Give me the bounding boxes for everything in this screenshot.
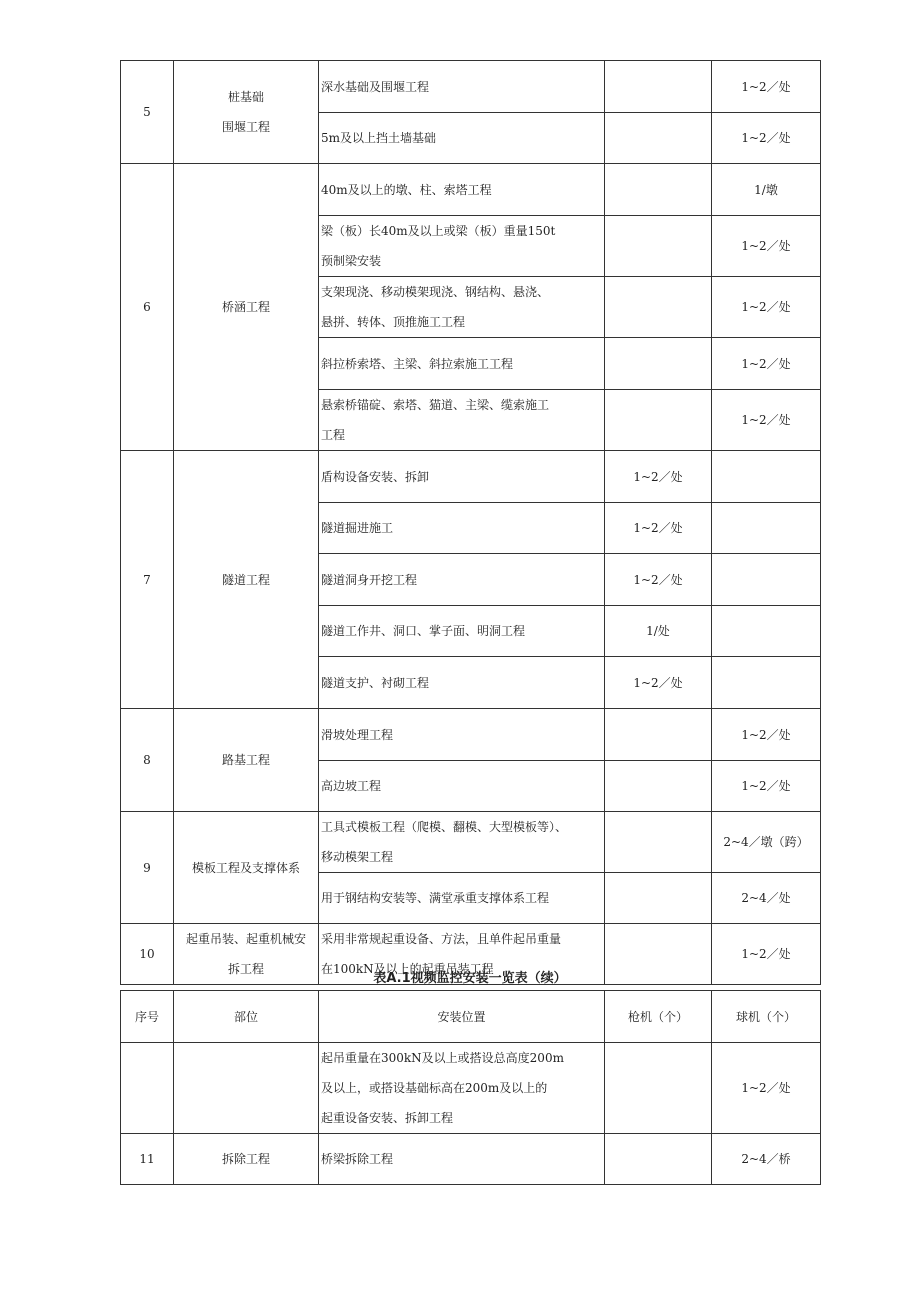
table-header-row xyxy=(121,991,821,1043)
row-part: 拆除工程 xyxy=(174,1134,319,1185)
row-location: 采用非常规起重设备、方法，且单件起吊重量 在100kN及以上的起重吊装工程 xyxy=(319,924,605,985)
header-location: 安装位置 xyxy=(319,991,605,1043)
table-row xyxy=(121,1134,821,1185)
row-ball-count: 1~2／处 xyxy=(712,709,821,761)
row-part: 模板工程及支撑体系 xyxy=(174,812,319,924)
table-caption: 表A.1视频监控安装一览表（续） xyxy=(373,971,567,986)
row-ball-count: 1~2／处 xyxy=(712,924,821,985)
row-gun-count xyxy=(605,1043,712,1134)
row-number xyxy=(121,1043,174,1134)
row-number: 7 xyxy=(121,451,174,709)
row-part: 隧道工程 xyxy=(174,451,319,709)
row-location: 悬索桥锚碇、索塔、猫道、主梁、缆索施工 工程 xyxy=(319,390,605,451)
header-gun-camera: 枪机（个） xyxy=(605,991,712,1043)
row-gun-count xyxy=(605,873,712,924)
row-gun-count xyxy=(605,761,712,812)
row-number: 5 xyxy=(121,61,174,164)
row-number: 10 xyxy=(121,924,174,985)
row-gun-count xyxy=(605,390,712,451)
row-location: 高边坡工程 xyxy=(319,761,605,812)
row-location: 隧道洞身开挖工程 xyxy=(319,554,605,606)
monitoring-table-part2 xyxy=(120,990,821,1185)
row-number: 8 xyxy=(121,709,174,812)
row-number: 6 xyxy=(121,164,174,451)
row-gun-count xyxy=(605,812,712,873)
table-row xyxy=(121,164,821,216)
row-gun-count xyxy=(605,113,712,164)
row-location: 斜拉桥索塔、主梁、斜拉索施工工程 xyxy=(319,338,605,390)
row-gun-count xyxy=(605,277,712,338)
row-location: 用于钢结构安装等、满堂承重支撑体系工程 xyxy=(319,873,605,924)
row-part xyxy=(174,1043,319,1134)
row-location: 梁（板）长40m及以上或梁（板）重量150t 预制梁安装 xyxy=(319,216,605,277)
header-ball-camera: 球机（个） xyxy=(712,991,821,1043)
row-ball-count: 1~2／处 xyxy=(712,338,821,390)
row-location: 隧道支护、衬砌工程 xyxy=(319,657,605,709)
row-location: 支架现浇、移动模架现浇、钢结构、悬浇、 悬拼、转体、顶推施工工程 xyxy=(319,277,605,338)
row-ball-count: 1~2／处 xyxy=(712,390,821,451)
row-location: 隧道掘进施工 xyxy=(319,503,605,554)
header-part: 部位 xyxy=(174,991,319,1043)
row-part: 路基工程 xyxy=(174,709,319,812)
row-part: 起重吊装、起重机械安 拆工程 xyxy=(174,924,319,985)
row-ball-count: 1~2／处 xyxy=(712,61,821,113)
header-number: 序号 xyxy=(121,991,174,1043)
row-number: 11 xyxy=(121,1134,174,1185)
row-gun-count: 1~2／处 xyxy=(605,451,712,503)
row-ball-count: 2~4／墩（跨） xyxy=(712,812,821,873)
row-ball-count xyxy=(712,554,821,606)
row-ball-count: 2~4／桥 xyxy=(712,1134,821,1185)
row-number: 9 xyxy=(121,812,174,924)
row-part: 桥涵工程 xyxy=(174,164,319,451)
row-location: 滑坡处理工程 xyxy=(319,709,605,761)
row-gun-count xyxy=(605,61,712,113)
row-location: 工具式模板工程（爬模、翻模、大型模板等）、 移动模架工程 xyxy=(319,812,605,873)
row-gun-count xyxy=(605,1134,712,1185)
row-ball-count xyxy=(712,451,821,503)
row-ball-count xyxy=(712,657,821,709)
row-location: 5m及以上挡土墙基础 xyxy=(319,113,605,164)
table-row xyxy=(121,451,821,503)
table-row xyxy=(121,812,821,873)
table-row xyxy=(121,709,821,761)
monitoring-table-part1 xyxy=(120,60,821,985)
row-ball-count: 1~2／处 xyxy=(712,277,821,338)
row-gun-count xyxy=(605,709,712,761)
row-ball-count: 1~2／处 xyxy=(712,761,821,812)
row-gun-count: 1/处 xyxy=(605,606,712,657)
row-ball-count: 1~2／处 xyxy=(712,1043,821,1134)
row-ball-count: 1~2／处 xyxy=(712,113,821,164)
table-row xyxy=(121,61,821,113)
row-ball-count xyxy=(712,503,821,554)
row-ball-count xyxy=(712,606,821,657)
row-gun-count: 1~2／处 xyxy=(605,503,712,554)
row-location: 深水基础及围堰工程 xyxy=(319,61,605,113)
row-location: 起吊重量在300kN及以上或搭设总高度200m 及以上，或搭设基础标高在200m及以上的 起重设备安装、拆卸工程 xyxy=(319,1043,605,1134)
row-part: 桩基础 围堰工程 xyxy=(174,61,319,164)
row-gun-count xyxy=(605,164,712,216)
row-gun-count: 1~2／处 xyxy=(605,657,712,709)
row-gun-count xyxy=(605,216,712,277)
row-gun-count: 1~2／处 xyxy=(605,554,712,606)
row-ball-count: 1/墩 xyxy=(712,164,821,216)
table-row xyxy=(121,1043,821,1134)
row-location: 隧道工作井、洞口、掌子面、明洞工程 xyxy=(319,606,605,657)
row-location: 桥梁拆除工程 xyxy=(319,1134,605,1185)
row-ball-count: 1~2／处 xyxy=(712,216,821,277)
row-ball-count: 2~4／处 xyxy=(712,873,821,924)
row-gun-count xyxy=(605,338,712,390)
row-location: 盾构设备安装、拆卸 xyxy=(319,451,605,503)
row-location: 40m及以上的墩、柱、索塔工程 xyxy=(319,164,605,216)
